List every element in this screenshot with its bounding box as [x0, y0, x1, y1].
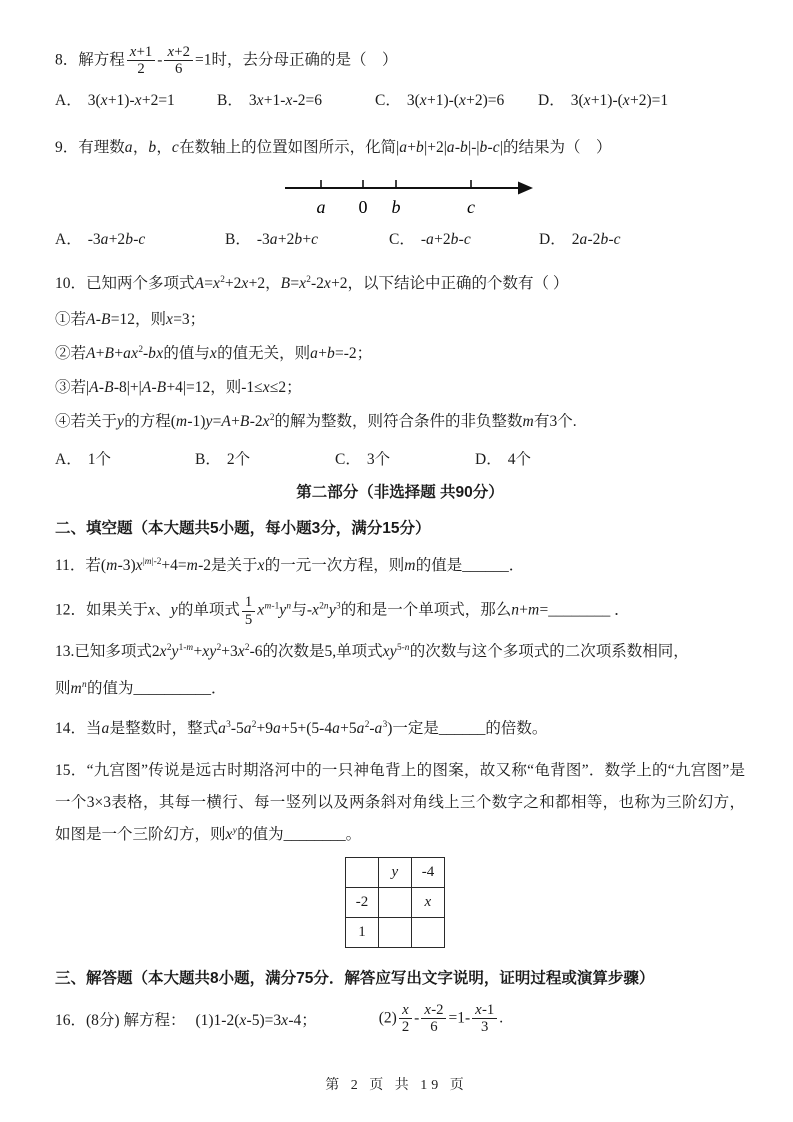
q10-item-2: ②若$A+B+ax^2-bx$的值与x的值无关，则a+b=-2； [55, 345, 373, 363]
magic-square-cell: 1 [346, 917, 379, 947]
q16-equation-1: (1)1-2(x-5)=3x-4； [195, 1011, 317, 1029]
q16-equation-2: (2) $\frac{x}{2}$ - $\frac{x-2}{6}$ =1- $\frac{x-1}{3}$ . [378, 1001, 504, 1036]
tick-label-c: c [467, 196, 475, 217]
page-footer: 第 2 页 共 19 页 [325, 1078, 468, 1093]
option-formula: -3a+2b-c [87, 230, 146, 248]
q10-item-3: ③若|A-B-8|+|A-B+4|=12，则-1≤x≤2； [55, 378, 302, 396]
option-label: A． [55, 91, 82, 109]
q8-option-a [55, 90, 217, 112]
option-label: B． [217, 91, 243, 109]
number-line-figure [283, 172, 745, 225]
q8-option-b [217, 90, 375, 112]
q9-option-c [389, 229, 539, 251]
option-text: 2个 [226, 450, 251, 468]
question-15: 15．“九宫图”传说是远古时期洛河中的一只神龟背上的图案，故又称“龟背图”．数学上的“九宫图”是一个3×3表格，其每一横行、每一竖列以及两条斜对角线上三个数字之和都相等，也称为三阶幻方，如图是一个三阶幻方，则$x^y$的值为________。 [55, 762, 745, 843]
option-text: 4个 [507, 450, 531, 468]
answer-section-title: 三、解答题（本大题共8小题，满分75分．解答应写出文字说明，证明过程或演算步骤） [55, 969, 655, 987]
option-label: C． [375, 91, 401, 109]
q8-options-row [55, 90, 745, 112]
option-label: B． [225, 230, 251, 248]
question-13-line1: 13.已知多项式$2x^2y^{1-m}+xy^2+3x^2-6$的次数是5,单项式$xy^{5-n}$的次数与这个多项式的二次项系数相同， [55, 643, 689, 661]
q9-options-row [55, 229, 745, 251]
magic-square [345, 857, 445, 948]
option-formula: 3x+1-x-2=6 [248, 91, 323, 109]
tick-label-0: 0 [358, 196, 368, 217]
question-12: 12．如果关于x、y的单项式 $\frac{1}{5}$ $x^{m-1}y^n$与$-x^{2n}y^3$的和是一个单项式，那么n+m=________ ． [55, 594, 630, 628]
option-formula: -a+2b-c [420, 230, 471, 248]
question-11: 11．若$(m-3)x^{|m|-2}+4=m-2$是关于x的一元一次方程，则m的值是______． [55, 557, 525, 575]
number-line [283, 172, 533, 220]
option-formula: 3(x+1)-x+2=1 [87, 91, 175, 109]
q8-option-d [538, 90, 745, 112]
option-label: B． [195, 450, 221, 468]
question-8-stem: 8．解方程 $\frac{x+1}{2}$ - $\frac{x+2}{6}$ =1时，去分母正确的是（ ） [55, 44, 398, 78]
magic-square-cell: x [412, 887, 445, 917]
q8-option-c [375, 90, 538, 112]
magic-square-cell [379, 887, 412, 917]
q10-option-b [195, 449, 335, 471]
option-label: D． [475, 450, 502, 468]
option-label: C． [389, 230, 415, 248]
option-formula: 3(x+1)-(x+2)=1 [570, 91, 669, 109]
magic-square-cell: -4 [412, 857, 445, 887]
part2-title: 第二部分（非选择题 共90分） [296, 484, 504, 502]
question-13-line2: 则$m^n$的值为__________． [55, 680, 227, 698]
option-label: A． [55, 450, 82, 468]
option-text: 3个 [366, 450, 391, 468]
q9-option-a [55, 229, 225, 251]
question-10-stem: 10．已知两个多项式$A=x^2+2x+2$，$B=x^2-2x+2$，以下结论中正确的个数有（ ） [55, 275, 569, 293]
magic-square-cell [346, 857, 379, 887]
magic-square-cell [379, 917, 412, 947]
magic-square-cell [412, 917, 445, 947]
q10-item-4: ④若关于y的方程$(m-1)y=A+B-2x^2$的解为整数，则符合条件的非负整数m有3个. [55, 412, 577, 430]
option-text: 1个 [87, 450, 111, 468]
option-label: A． [55, 230, 82, 248]
option-formula: 2a-2b-c [571, 230, 621, 248]
tick-label-a: a [316, 196, 326, 217]
q10-option-c [335, 449, 475, 471]
q10-item-1: ①若A-B=12，则x=3； [55, 311, 206, 329]
magic-square-cell: y [379, 857, 412, 887]
option-formula: -3a+2b+c [256, 230, 319, 248]
option-label: D． [539, 230, 566, 248]
question-14: 14．当a是整数时，整式$a^3-5a^2+9a+5+(5-4a+5a^2-a^3)$一定是______的倍数。 [55, 720, 548, 738]
question-16 [55, 1002, 745, 1036]
q10-option-a [55, 449, 195, 471]
q10-options-row [55, 449, 745, 471]
option-formula: 3(x+1)-(x+2)=6 [406, 91, 505, 109]
q9-option-d [539, 229, 745, 251]
fill-in-section-title: 二、填空题（本大题共5小题，每小题3分，满分15分） [55, 520, 431, 538]
q16-stem: 16．(8分) 解方程： [55, 1011, 186, 1029]
q9-option-b [225, 229, 389, 251]
question-9-stem: 9．有理数a，b，c在数轴上的位置如图所示，化简|a+b|+2|a-b|-|b-c|的结果为（ ） [55, 138, 612, 156]
option-label: D． [538, 91, 565, 109]
option-label: C． [335, 450, 361, 468]
q10-option-d [475, 449, 745, 471]
magic-square-cell: -2 [346, 887, 379, 917]
tick-label-b: b [391, 196, 401, 217]
arrow-head-icon [518, 181, 533, 194]
